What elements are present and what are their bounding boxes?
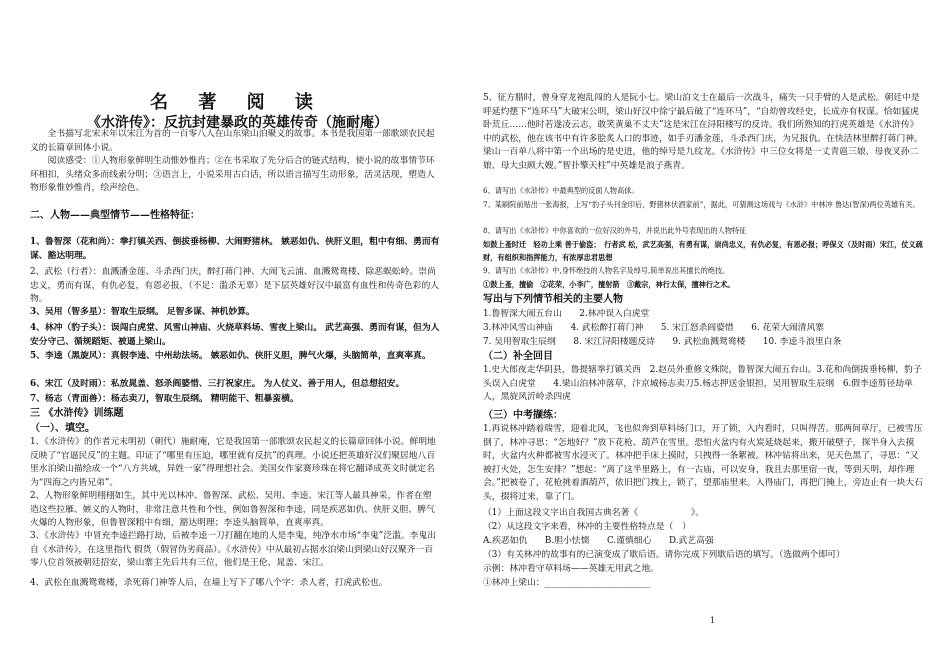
character-wu-song: 2、武松（行者）：血溅潘金莲、斗杀西门庆，醉打蒋门神、大闹飞云浦、血溅鸳鸯楼、除恶蜈蚣岭。崇尚忠义，勇而有谋，有仇必复，有恩必报，（不足：滥杀无辜）是下层英雄好汉中最富有血性和传奇色彩的人物。 [30,267,440,305]
blank-answer-1: ①林冲上梁山：________________________ [483,578,651,588]
fill-blanks-heading: （一）、填空。 [30,423,95,434]
match-row-3: 7. 吴用智取生辰纲 8. 宋江浔阳楼题反诗 9. 武松血溅鸳鸯楼 10. 李逵斗浪里白条 [483,337,842,347]
fill-question-4: 4、武松在血溅鸳鸯楼，杀死蒋门神等人后，在墙上写下了哪八个字：杀人者，打虎武松也。 [30,578,388,588]
fill-question-1: 1、《水浒传》的作者元末明初（朝代）施耐庵，它是我国第一部歌颂农民起义的长篇章回体小说。鲜明地反映了“官逼民反”的主题。印证了“哪里有压迫，哪里就有反抗”的真理。小说还把英雄好汉们聚居地八百里水泊梁山描绘成一个“八方共域，异姓一家”得理想社会。美国女作家赛珍珠在将它翻译成英文时就定名为“四海之内皆兄弟”。 [30,437,436,488]
character-wu-yong: 3、吴用（智多星）：智取生辰纲。 足智多谋、神机妙算。 [30,307,255,317]
example-answer: 示例：林冲看守草料场——英雄无用武之地。 [483,564,659,574]
section-exercises-heading: 三 《水浒传》训练题 [30,408,124,419]
fill-question-8-answer: 如鼓上蚤时迁 轻功上乘 善于偷盗； 行者武 松，武艺高强，有勇有谋，崇尚忠义，有仇必复，有恩必报；呼保义（及时雨）宋江，仗义疏财，有组织和指挥能力，有浓厚忠君思想 [483,240,923,262]
fill-question-7: 7、某刷院前贴出一张海报，上写“豹子头刊金印后，野猪林伏酒家前”，据此，可猜测这场戏与《水浒》中林冲 鲁达(智深)两位英雄有关。 [483,200,920,209]
book-subtitle: 《水浒传》：反抗封建暴政的英雄传奇（施耐庵） [87,115,388,131]
section-characters-heading: 二、人物——典型情节——性格特征： [30,210,200,221]
exam-question-3: （3）有关林冲的故事有的已演变成了歇后语。请你完成下列歇后语的填写。（选做两个即可） [483,550,845,560]
fill-question-3: 3、《水浒传》中冒充李逵拦路打劫，后被李逵一刀打翻在地的人是李鬼，纯净水市场“李鬼”泛滥。李鬼出自《水浒传》，在这里指代 假货（假冒伪劣商品）。《水浒传》中从最初占据水泊梁山到梁山好汉聚齐一百零八位首领被朝廷招安，梁山寨主先后共有三位，他们是王伦、晁盖、宋江。 [30,531,437,569]
chapter-titles-heading: （二）补全回目 [483,351,553,362]
exam-practice-heading: （三）中考撷练： [483,410,563,421]
character-lin-chong: 4、林冲（豹子头）：误闯白虎堂、风雪山神庙、火烧草料场、雪夜上梁山。 武艺高强、勇而有谋，但为人安分守己、循规蹈矩、被逼上梁山。 [30,323,440,347]
fill-question-5: 5、征方腊时，曾身穿龙袍乱闯的人是阮小七。梁山泊文士在最后一次战斗，痛失一只手臂的人是武松。朝廷中是呼延灼摆下“连环马”大破宋公明，梁山好汉中徐宁最后破了“连环马”，“自幼曾攻经史，长成亦有权谋。恰如猛虎卧荒丘……他时若遂凌云志，敢笑黄巢不丈夫”这是宋江在浔阳楼写的反诗。我们所熟知的打虎英雄是《水浒传》中的武松，他在该书中有许多脍炙人口的事迹，如手刃潘金莲，斗杀西门庆，为兄报仇。在快活林里醉打蒋门神。梁山一百单八将中第一个出场的是史进，他的绰号是九纹龙。《水浒传》中三位女将是一丈青扈三娘、母夜叉孙二娘、母大虫顾大嫂。”智扑擎天柱”中英雄是浪子燕青。 [483,93,923,171]
right-column [475,0,950,664]
match-characters-heading: 写出与下列情节相关的主要人物 [483,294,623,305]
exam-question-2: （2）从这段文字来看，林冲的主要性格特点是（ ） [483,522,691,532]
character-yang-zhi: 7、杨志（青面兽）：杨志卖刀，智取生辰纲。 精明能干、粗暴蛮横。 [30,394,299,404]
match-row-1: 1.鲁智深大闹五台山 2.林冲误入白虎堂 [483,309,650,319]
character-lu-zhishen: 1、鲁智深（花和尚）：拳打镇关西、倒拔垂杨柳、大闹野猪林。 嫉恶如仇、侠肝义胆，粗中有细、勇而有谋、豁达明理。 [30,237,440,261]
reading-passage: 1.再说林冲踏着瑞雪，迎着北风，飞也似奔到草料场门口，开了锁，入内看时，只叫得苦。那两间草厅，已被雪压倒了，林冲寻思：“怎地好？”放下花枪、葫芦在雪里。恐怕火盆内有火炭延烧起来，搬开破壁子，探半身入去摸时，火盆内火种都被雪水浸灭了。林冲把手床上摸时，只拽得一条絮被。林冲钻将出来，见天色黑了，寻思：“又被打火处，怎生安排？”想起：“离了这半里路上，有一古庙，可以安身，我且去那里宿一夜，等到天明，却作理会。”把被卷了，花枪挑着酒葫芦，依旧把门拽上，锁了，望那庙里来。入得庙门，再把门掩上，旁边止有一块大石头，掇将过来，靠了门。 [483,424,923,502]
character-li-kui: 5、李逵（黑旋风）：真假李逵、中州劫法场。 嫉恶如仇、侠肝义胆，脾气火爆，头脑简单，直爽率真。 [30,351,431,361]
chapter-titles: 1.史大郎夜走华阴县，鲁提辖拳打镇关西 2.赵员外重修文殊院，鲁智深大闹五台山。3.花和尚倒拔垂杨柳，豹子头误入白虎堂 4.梁山泊林冲落草，汴京城杨志卖刀5.杨志押送金银担，吴用智取生辰纲 6.假李逵剪径劫单人，黑旋风沂岭杀四虎 [483,365,922,403]
match-row-2: 3.林冲风雪山神庙 4. 武松醉打蒋门神 5. 宋江怒杀阎婆惜 6. 花荣大闹清风寨 [483,323,825,333]
exam-question-1: （1）上面这段文字出自我国古典名著《 》。 [483,508,705,518]
page-title: 名 著 阅 读 [150,92,325,113]
page-number: 1 [709,616,716,625]
fill-question-9-answer: ①鼓上蚤，擅偷 ②花荣，小李广，擅射箭 ③戴宗，神行太保，擅神行之术。 [483,280,735,289]
fill-question-9: 9、请写出《水浒传》中,身怀绝技的人物名字及绰号,简单说出其擅长的绝技。 [483,266,730,275]
book-intro: 全书描写北宋末年以宋江为首的一百零八人在山东梁山泊聚义的故事。本书是我国第一部歌颂农民起义的长篇章回体小说。 [30,129,435,153]
fill-question-2: 2、人物形象鲜明栩栩如生，其中光以林冲、鲁智深、武松、吴用、李逵、宋江等人最具神采，作者在塑造这些拉雁、嫉义的人物时，非常注意共性和个性，例如鲁智深和李逵，同是疾恶如仇、侠肝义胆、脾气火爆的人物形象，但鲁智深粗中有细，豁达明理；李逵头脑简单，直爽率真。 [30,491,435,529]
reading-feeling: 阅读感受：①人物形象鲜明生动惟妙惟肖；②在书采取了先分后合的链式结构，使小说的故事情节环环相扣，头绪众多而线索分明；③语言上，小说采用古白话，所以语言描写生动形象，活灵活现，塑造人物形象惟妙惟肖，绘声绘色。 [30,156,435,194]
fill-question-8: 8、请写出《水浒传》中你喜欢的一位好汉的外号，并说出此外号表现出的人物特征 [483,226,747,235]
exam-question-2-options: A.疾恶如仇 B.胆小怯懦 C.谨慎细心 D.武艺高强 [483,536,714,546]
character-song-jiang: 6、宋江（及时雨）：私放晁盖、怒杀阎婆惜、三打祝家庄。 为人仗义、善于用人，但总想招安。 [30,379,405,389]
fill-question-6: 6、请写出《水浒传》中最典型的反面人物高俅。 [483,186,639,195]
